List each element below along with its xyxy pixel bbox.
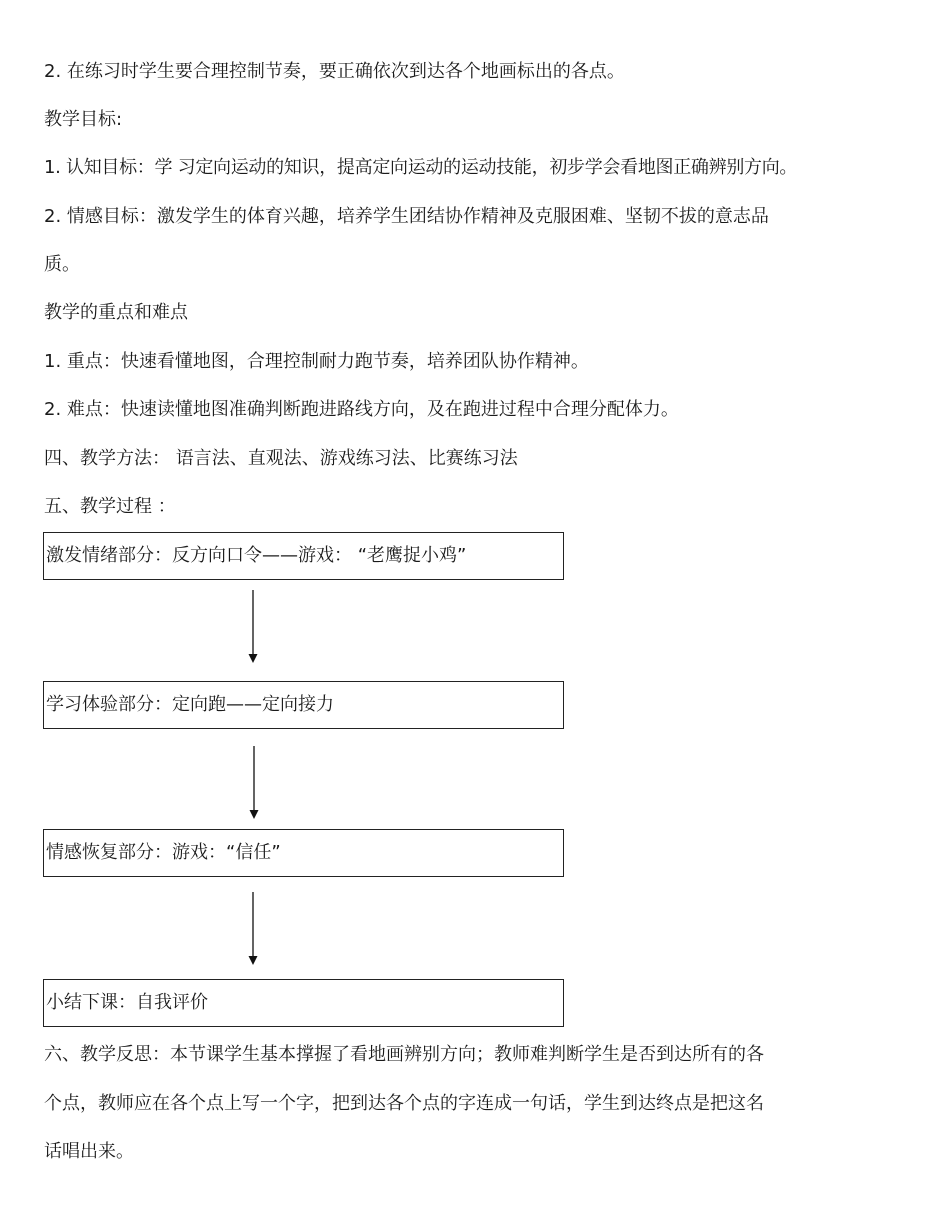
flow-step-3: 情感恢复部分：游戏：“信任”: [43, 829, 564, 877]
line-cognitive-goal: 1. 认知目标：学 习定向运动的知识，提高定向运动的运动技能，初步学会看地图正确辨别方向。: [44, 157, 798, 178]
down-arrow-icon: [247, 892, 259, 966]
reflection-line-3: 话唱出来。: [44, 1141, 134, 1162]
reflection-line-1: 六、教学反思：本节课学生基本撑握了看地画辨别方向；教师难判断学生是否到达所有的各: [44, 1044, 764, 1065]
teaching-methods: 四、教学方法： 语言法、直观法、游戏练习法、比赛练习法: [44, 448, 518, 469]
down-arrow-icon: [248, 746, 260, 820]
line-key-point: 1. 重点：快速看懂地图，合理控制耐力跑节奏，培养团队协作精神。: [44, 351, 589, 372]
flow-step-2: 学习体验部分：定向跑——定向接力: [43, 681, 564, 729]
down-arrow-icon: [247, 590, 259, 664]
line-emotional-goal-cont: 质。: [44, 254, 80, 275]
line-1: 2. 在练习时学生要合理控制节奏，要正确依次到达各个地画标出的各点。: [44, 61, 625, 82]
flow-step-1: 激发情绪部分：反方向口令——游戏： “老鹰捉小鸡”: [43, 532, 564, 580]
reflection-line-2: 个点，教师应在各个点上写一个字，把到达各个点的字连成一句话，学生到达终点是把这名: [44, 1093, 764, 1114]
line-emotional-goal: 2. 情感目标：激发学生的体育兴趣，培养学生团结协作精神及克服困难、坚韧不拔的意志品: [44, 206, 769, 227]
key-points-heading: 教学的重点和难点: [44, 302, 188, 323]
teaching-goals-heading: 教学目标:: [44, 109, 123, 130]
teaching-process-heading: 五、教学过程 ：: [44, 496, 176, 517]
line-difficulty: 2. 难点：快速读懂地图准确判断跑进路线方向，及在跑进过程中合理分配体力。: [44, 399, 679, 420]
flow-step-4: 小结下课：自我评价: [43, 979, 564, 1027]
